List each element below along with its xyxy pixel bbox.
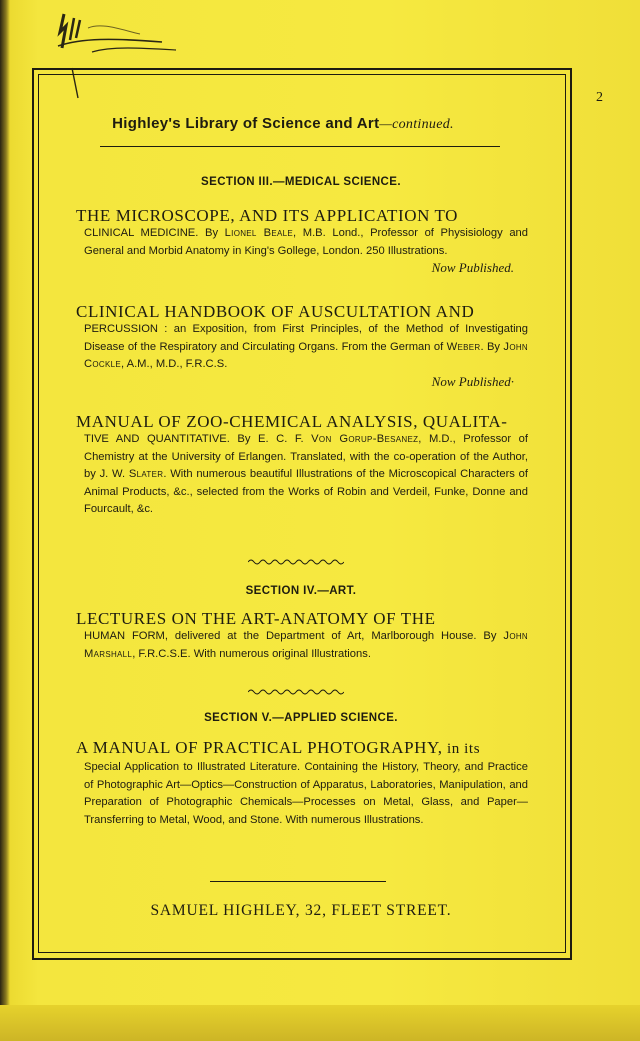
wavy-ornament (248, 558, 344, 566)
author-name: Lionel Beale (224, 227, 294, 239)
header-continued: —continued. (379, 117, 454, 132)
header-rule (100, 146, 500, 147)
entry-microscope (76, 206, 528, 276)
entry-title: THE MICROSCOPE, AND ITS APPLICATION TO (76, 206, 459, 225)
page-bottom-edge (0, 1005, 640, 1041)
entry-description: Special Application to Illustrated Literature. Containing the History, Theory, and Practice of Photographic Art—Optics—Construction of Apparatus, Laboratories, Manipulation, and Preparation of Photographic Chemicals—Processes on Metal, Glass, and Paper—Transferring to Metal, Wood, and Stone. With numerous Illustrations. (84, 761, 528, 826)
binding-shadow (0, 0, 10, 1041)
header-title: Highley's Library of Science and Art (112, 115, 380, 132)
entry-title: A MANUAL OF PRACTICAL PHOTOGRAPHY, in its (76, 738, 481, 757)
author-name: Slater (128, 468, 164, 480)
section-heading-art: SECTION IV.—ART. (245, 585, 357, 597)
entry-description: CLINICAL MEDICINE. By Lionel Beale, M.B. Lond., Professor of Physisiology and General and Morbid Anatomy in King's Gollege, London. 250 Illustrations. (84, 227, 528, 257)
footer-rule (210, 881, 386, 882)
author-name: John Cockle (84, 340, 528, 370)
entry-art-anatomy (76, 609, 528, 663)
author-name: Weber (446, 340, 481, 353)
entry-description: HUMAN FORM, delivered at the Department of Art, Marlborough House. By John Marshall, F.R.C.S.E. With numerous original Illustrations. (84, 630, 528, 660)
entry-photography (76, 738, 528, 829)
entry-auscultation (76, 302, 528, 390)
page-number: 2 (596, 90, 603, 105)
author-name: John Marshall (84, 630, 528, 660)
author-name: Von Gorup-Besanez (311, 433, 419, 445)
wavy-ornament (248, 688, 344, 696)
entry-description: TIVE AND QUANTITATIVE. By E. C. F. Von Gorup-Besanez, M.D., Professor of Chemistry at the University of Erlangen. Translated, with the co-operation of the Author, by J. W. Slater. With numerous beautiful Illustrations of the Microscopical Characters of Animal Products, &c., selected from the Works of Robin and Verdeil, Funke, Donne and Fourcault, &c. (84, 433, 529, 515)
running-header (38, 115, 528, 133)
section-heading-applied-science: SECTION V.—APPLIED SCIENCE. (204, 712, 398, 724)
entry-zoo-chemical (76, 412, 528, 519)
section-heading-medical: SECTION III.—MEDICAL SCIENCE. (201, 176, 401, 188)
entry-title: CLINICAL HANDBOOK OF AUSCULTATION AND (76, 302, 475, 321)
publication-status: Now Published. (431, 260, 514, 275)
publication-status: Now Published· (431, 373, 514, 389)
entry-description: PERCUSSION : an Exposition, from First Principles, of the Method of Investigating Disease of the Respiratory and Circulating Organs. From the German of Weber. By John Cockle, A.M., M.D., F.R.C.S. (84, 323, 528, 370)
publisher-imprint: SAMUEL HIGHLEY, 32, FLEET STREET. (150, 902, 452, 919)
entry-title: LECTURES ON THE ART-ANATOMY OF THE (76, 609, 436, 628)
entry-title: MANUAL OF ZOO-CHEMICAL ANALYSIS, QUALITA- (76, 412, 508, 431)
